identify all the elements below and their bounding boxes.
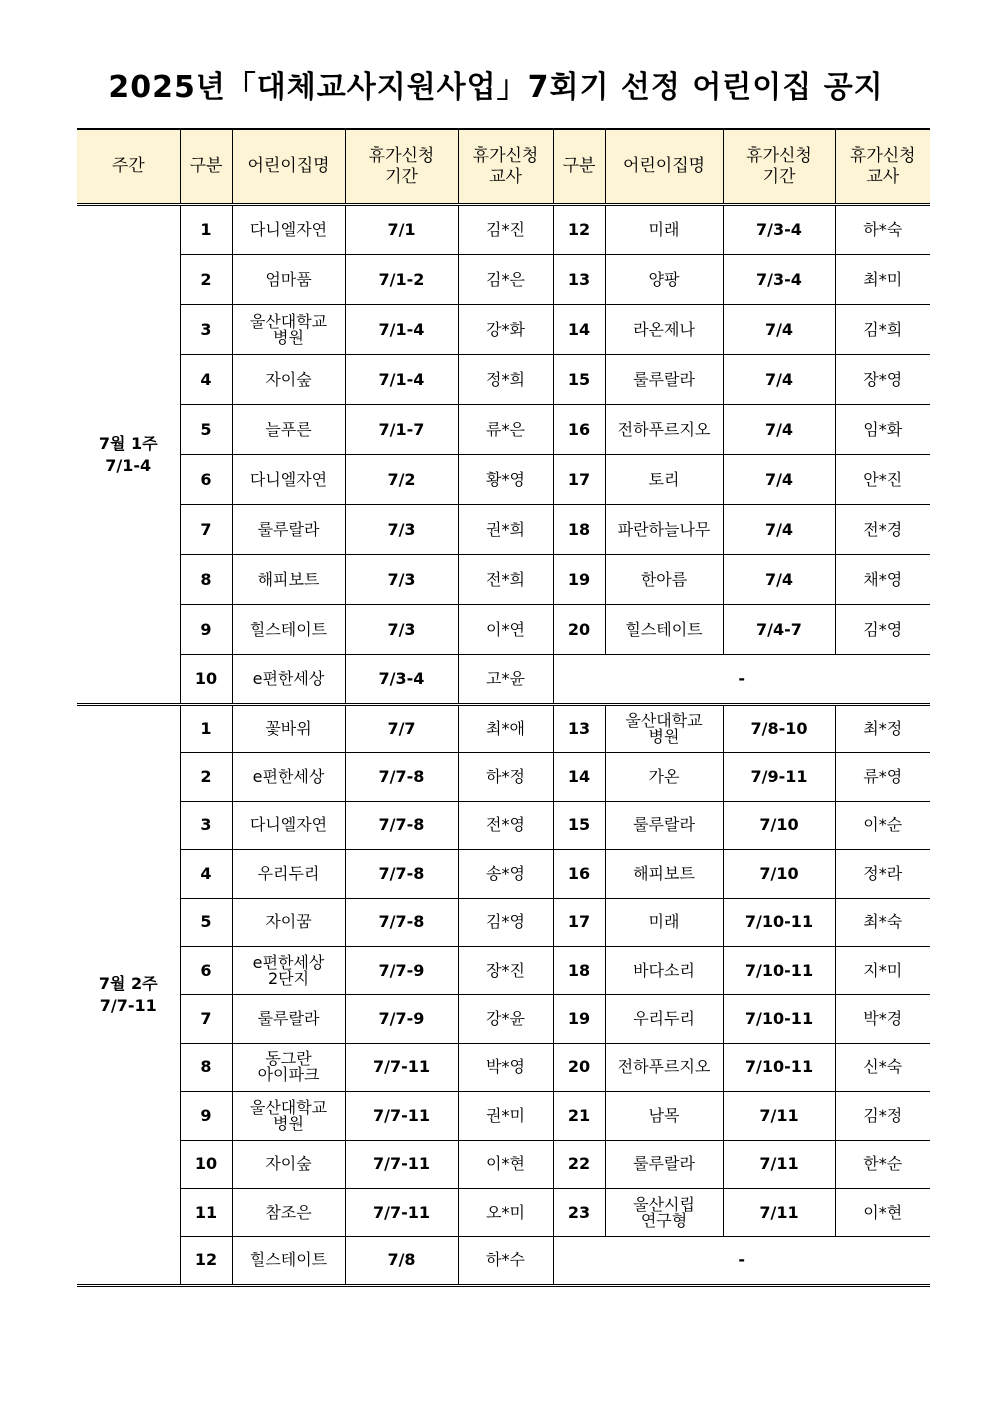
leave-period: 7/1-7 <box>345 405 458 455</box>
row-number: 9 <box>180 1092 232 1140</box>
row-number: 6 <box>180 455 232 505</box>
leave-teacher: 박*영 <box>458 1043 553 1091</box>
header-teacher: 휴가신청 교사 <box>835 129 930 205</box>
leave-teacher: 채*영 <box>835 555 930 605</box>
daycare-name: 자이숲 <box>232 1140 345 1188</box>
row-number: 7 <box>180 995 232 1043</box>
daycare-name: 해피보트 <box>605 850 723 898</box>
leave-period: 7/7 <box>345 705 458 753</box>
leave-period: 7/4 <box>723 455 835 505</box>
row-number: 2 <box>180 753 232 801</box>
daycare-name: 전하푸르지오 <box>605 1043 723 1091</box>
row-number: 9 <box>180 605 232 655</box>
daycare-name: 자이꿈 <box>232 898 345 946</box>
leave-period: 7/1 <box>345 205 458 255</box>
row-number: 5 <box>180 898 232 946</box>
leave-teacher: 송*영 <box>458 850 553 898</box>
row-number: 16 <box>553 405 605 455</box>
row-number: 14 <box>553 305 605 355</box>
row-number: 2 <box>180 255 232 305</box>
header-no: 구분 <box>180 129 232 205</box>
table-row <box>77 505 930 555</box>
table-row <box>77 1237 930 1285</box>
leave-period: 7/11 <box>723 1140 835 1188</box>
leave-period: 7/7-11 <box>345 1140 458 1188</box>
row-number: 23 <box>553 1188 605 1236</box>
row-number: 19 <box>553 555 605 605</box>
empty-placeholder: - <box>553 655 930 705</box>
leave-teacher: 고*윤 <box>458 655 553 705</box>
leave-teacher: 김*은 <box>458 255 553 305</box>
leave-teacher: 이*순 <box>835 801 930 849</box>
leave-period: 7/10 <box>723 850 835 898</box>
leave-teacher: 김*희 <box>835 305 930 355</box>
daycare-name: 양팡 <box>605 255 723 305</box>
leave-period: 7/3-4 <box>723 255 835 305</box>
leave-period: 7/7-9 <box>345 946 458 994</box>
daycare-name: 참조은 <box>232 1188 345 1236</box>
daycare-name: e편한세상 2단지 <box>232 946 345 994</box>
daycare-name: 다니엘자연 <box>232 205 345 255</box>
row-number: 1 <box>180 705 232 753</box>
table-row <box>77 605 930 655</box>
leave-teacher: 강*윤 <box>458 995 553 1043</box>
leave-teacher: 전*영 <box>458 801 553 849</box>
leave-teacher: 장*진 <box>458 946 553 994</box>
leave-teacher: 최*미 <box>835 255 930 305</box>
leave-period: 7/7-11 <box>345 1188 458 1236</box>
leave-teacher: 최*숙 <box>835 898 930 946</box>
leave-period: 7/3-4 <box>345 655 458 705</box>
header-period: 휴가신청 기간 <box>723 129 835 205</box>
leave-period: 7/3-4 <box>723 205 835 255</box>
leave-teacher: 류*은 <box>458 405 553 455</box>
daycare-name: 다니엘자연 <box>232 455 345 505</box>
row-number: 20 <box>553 1043 605 1091</box>
leave-period: 7/9-11 <box>723 753 835 801</box>
row-number: 19 <box>553 995 605 1043</box>
leave-teacher: 정*라 <box>835 850 930 898</box>
row-number: 18 <box>553 505 605 555</box>
leave-period: 7/2 <box>345 455 458 505</box>
leave-period: 7/7-8 <box>345 753 458 801</box>
leave-period: 7/10-11 <box>723 946 835 994</box>
daycare-name: 우리두리 <box>232 850 345 898</box>
daycare-name: 룰루랄라 <box>605 801 723 849</box>
leave-period: 7/1-4 <box>345 305 458 355</box>
leave-period: 7/7-8 <box>345 898 458 946</box>
leave-period: 7/10-11 <box>723 898 835 946</box>
leave-teacher: 지*미 <box>835 946 930 994</box>
daycare-name: 해피보트 <box>232 555 345 605</box>
daycare-name: 라온제나 <box>605 305 723 355</box>
selection-table <box>77 128 930 1287</box>
week-label: 7월 2주 7/7-11 <box>77 705 180 1286</box>
leave-period: 7/3 <box>345 605 458 655</box>
row-number: 4 <box>180 850 232 898</box>
table-row <box>77 1092 930 1140</box>
daycare-name: 울산대학교 병원 <box>605 705 723 753</box>
leave-period: 7/4 <box>723 405 835 455</box>
table-row <box>77 705 930 753</box>
leave-period: 7/7-11 <box>345 1043 458 1091</box>
daycare-name: 미래 <box>605 898 723 946</box>
row-number: 15 <box>553 801 605 849</box>
row-number: 11 <box>180 1188 232 1236</box>
table-row <box>77 1188 930 1236</box>
leave-period: 7/1-4 <box>345 355 458 405</box>
daycare-name: 토리 <box>605 455 723 505</box>
daycare-name: 룰루랄라 <box>605 355 723 405</box>
daycare-name: 룰루랄라 <box>232 995 345 1043</box>
header-name: 어린이집명 <box>232 129 345 205</box>
daycare-name: 늘푸른 <box>232 405 345 455</box>
row-number: 16 <box>553 850 605 898</box>
leave-teacher: 하*숙 <box>835 205 930 255</box>
row-number: 17 <box>553 455 605 505</box>
daycare-name: 힐스테이트 <box>605 605 723 655</box>
table-row <box>77 801 930 849</box>
leave-teacher: 김*정 <box>835 1092 930 1140</box>
table-row <box>77 455 930 505</box>
daycare-name: 전하푸르지오 <box>605 405 723 455</box>
leave-teacher: 권*미 <box>458 1092 553 1140</box>
leave-period: 7/10-11 <box>723 1043 835 1091</box>
daycare-name: 울산대학교 병원 <box>232 305 345 355</box>
row-number: 3 <box>180 305 232 355</box>
leave-teacher: 하*수 <box>458 1237 553 1285</box>
leave-teacher: 권*희 <box>458 505 553 555</box>
table-row <box>77 898 930 946</box>
leave-teacher: 안*진 <box>835 455 930 505</box>
leave-teacher: 하*정 <box>458 753 553 801</box>
daycare-name: 자이숲 <box>232 355 345 405</box>
row-number: 6 <box>180 946 232 994</box>
header-week: 주간 <box>77 129 180 205</box>
daycare-name: 엄마품 <box>232 255 345 305</box>
daycare-name: 우리두리 <box>605 995 723 1043</box>
leave-period: 7/11 <box>723 1188 835 1236</box>
leave-teacher: 김*영 <box>835 605 930 655</box>
table-row <box>77 753 930 801</box>
leave-period: 7/4 <box>723 555 835 605</box>
leave-period: 7/1-2 <box>345 255 458 305</box>
table-row <box>77 555 930 605</box>
header-teacher: 휴가신청 교사 <box>458 129 553 205</box>
leave-period: 7/7-9 <box>345 995 458 1043</box>
row-number: 8 <box>180 1043 232 1091</box>
week-label: 7월 1주 7/1-4 <box>77 205 180 705</box>
daycare-name: 힐스테이트 <box>232 605 345 655</box>
leave-period: 7/3 <box>345 555 458 605</box>
leave-teacher: 김*진 <box>458 205 553 255</box>
leave-period: 7/7-8 <box>345 850 458 898</box>
leave-teacher: 장*영 <box>835 355 930 405</box>
row-number: 1 <box>180 205 232 255</box>
week-2-group <box>77 705 930 1286</box>
leave-teacher: 이*현 <box>458 1140 553 1188</box>
table-row <box>77 405 930 455</box>
row-number: 3 <box>180 801 232 849</box>
table-row <box>77 655 930 705</box>
leave-teacher: 신*숙 <box>835 1043 930 1091</box>
header-no: 구분 <box>553 129 605 205</box>
leave-period: 7/4-7 <box>723 605 835 655</box>
leave-period: 7/3 <box>345 505 458 555</box>
leave-period: 7/10-11 <box>723 995 835 1043</box>
daycare-name: e편한세상 <box>232 753 345 801</box>
leave-teacher: 황*영 <box>458 455 553 505</box>
row-number: 10 <box>180 1140 232 1188</box>
row-number: 13 <box>553 705 605 753</box>
daycare-name: 동그란 아이파크 <box>232 1043 345 1091</box>
table-row <box>77 305 930 355</box>
leave-period: 7/7-8 <box>345 801 458 849</box>
table-row <box>77 946 930 994</box>
daycare-name: 가온 <box>605 753 723 801</box>
leave-teacher: 류*영 <box>835 753 930 801</box>
leave-period: 7/4 <box>723 355 835 405</box>
table-row <box>77 255 930 305</box>
daycare-name: 울산시립 연구형 <box>605 1188 723 1236</box>
leave-teacher: 오*미 <box>458 1188 553 1236</box>
row-number: 4 <box>180 355 232 405</box>
row-number: 17 <box>553 898 605 946</box>
daycare-name: 룰루랄라 <box>605 1140 723 1188</box>
table-row <box>77 995 930 1043</box>
row-number: 10 <box>180 655 232 705</box>
leave-period: 7/4 <box>723 505 835 555</box>
daycare-name: 울산대학교 병원 <box>232 1092 345 1140</box>
leave-teacher: 강*화 <box>458 305 553 355</box>
leave-period: 7/7-11 <box>345 1092 458 1140</box>
row-number: 20 <box>553 605 605 655</box>
table-row <box>77 355 930 405</box>
row-number: 15 <box>553 355 605 405</box>
daycare-name: 미래 <box>605 205 723 255</box>
table-row <box>77 1140 930 1188</box>
daycare-name: 한아름 <box>605 555 723 605</box>
row-number: 5 <box>180 405 232 455</box>
leave-teacher: 박*경 <box>835 995 930 1043</box>
daycare-name: 룰루랄라 <box>232 505 345 555</box>
week-1-group <box>77 205 930 705</box>
row-number: 22 <box>553 1140 605 1188</box>
leave-teacher: 김*영 <box>458 898 553 946</box>
leave-teacher: 전*희 <box>458 555 553 605</box>
leave-teacher: 최*애 <box>458 705 553 753</box>
empty-placeholder: - <box>553 1237 930 1285</box>
row-number: 8 <box>180 555 232 605</box>
daycare-name: 바다소리 <box>605 946 723 994</box>
daycare-name: e편한세상 <box>232 655 345 705</box>
leave-teacher: 이*현 <box>835 1188 930 1236</box>
daycare-name: 남목 <box>605 1092 723 1140</box>
row-number: 18 <box>553 946 605 994</box>
row-number: 7 <box>180 505 232 555</box>
leave-period: 7/4 <box>723 305 835 355</box>
leave-period: 7/11 <box>723 1092 835 1140</box>
table-row <box>77 850 930 898</box>
row-number: 21 <box>553 1092 605 1140</box>
header-period: 휴가신청 기간 <box>345 129 458 205</box>
leave-teacher: 최*정 <box>835 705 930 753</box>
table-row <box>77 205 930 255</box>
header-name: 어린이집명 <box>605 129 723 205</box>
leave-teacher: 정*희 <box>458 355 553 405</box>
row-number: 12 <box>180 1237 232 1285</box>
leave-teacher: 이*연 <box>458 605 553 655</box>
table-row <box>77 1043 930 1091</box>
daycare-name: 꽃바위 <box>232 705 345 753</box>
leave-period: 7/8 <box>345 1237 458 1285</box>
leave-teacher: 전*경 <box>835 505 930 555</box>
daycare-name: 다니엘자연 <box>232 801 345 849</box>
leave-period: 7/10 <box>723 801 835 849</box>
page-title: 2025년「대체교사지원사업」7회기 선정 어린이집 공지 <box>108 70 884 105</box>
leave-period: 7/8-10 <box>723 705 835 753</box>
row-number: 14 <box>553 753 605 801</box>
daycare-name: 힐스테이트 <box>232 1237 345 1285</box>
row-number: 13 <box>553 255 605 305</box>
daycare-name: 파란하늘나무 <box>605 505 723 555</box>
header-row <box>77 129 930 205</box>
leave-teacher: 임*화 <box>835 405 930 455</box>
leave-teacher: 한*순 <box>835 1140 930 1188</box>
row-number: 12 <box>553 205 605 255</box>
